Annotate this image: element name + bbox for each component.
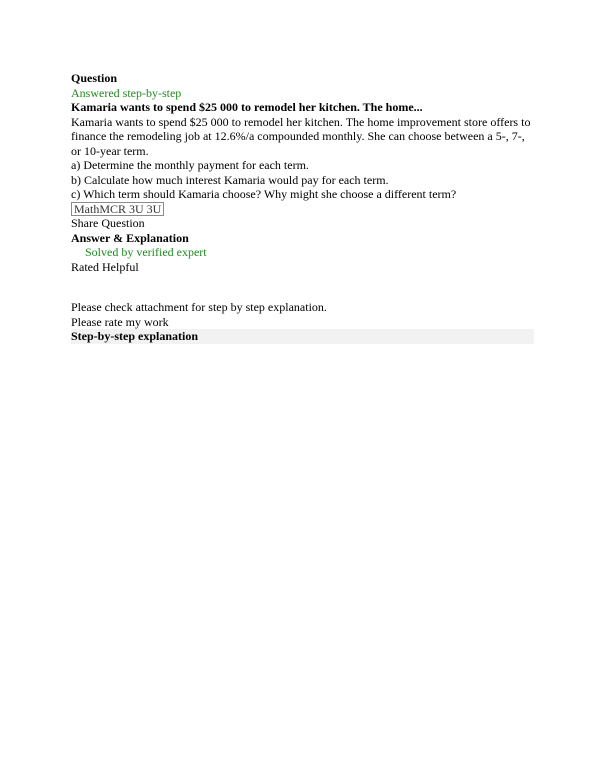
answer-heading: Answer & Explanation bbox=[71, 230, 189, 245]
question-part-a: a) Determine the monthly payment for each term. bbox=[71, 158, 309, 172]
question-body: Kamaria wants to spend $25 000 to remodel her kitchen. The home improvement store offers to finance the remodeling job at 12.6%/a compounded monthly. She can choose between a 5-, 7-, or 10-year term. bbox=[71, 114, 531, 158]
spacer bbox=[71, 274, 534, 300]
question-part-b: b) Calculate how much interest Kamaria would pay for each term. bbox=[71, 172, 389, 187]
document-page bbox=[71, 71, 534, 344]
rated-helpful: Rated Helpful bbox=[71, 259, 139, 274]
question-part-c: c) Which term should Kamaria choose? Why might she choose a different term? bbox=[71, 187, 457, 201]
solved-badge: Solved by verified expert bbox=[85, 245, 207, 259]
step-by-step-heading: Step-by-step explanation bbox=[71, 329, 534, 344]
explanation-line-1: Please check attachment for step by step explanation. bbox=[71, 300, 327, 314]
subject-tag-link[interactable]: MathMCR 3U 3U bbox=[71, 202, 164, 217]
share-question-button[interactable]: Share Question bbox=[71, 216, 145, 230]
explanation-line-2: Please rate my work bbox=[71, 314, 169, 329]
question-title: Kamaria wants to spend $25 000 to remodel her kitchen. The home... bbox=[71, 100, 423, 114]
answered-status: Answered step-by-step bbox=[71, 85, 182, 100]
question-heading: Question bbox=[71, 71, 118, 85]
